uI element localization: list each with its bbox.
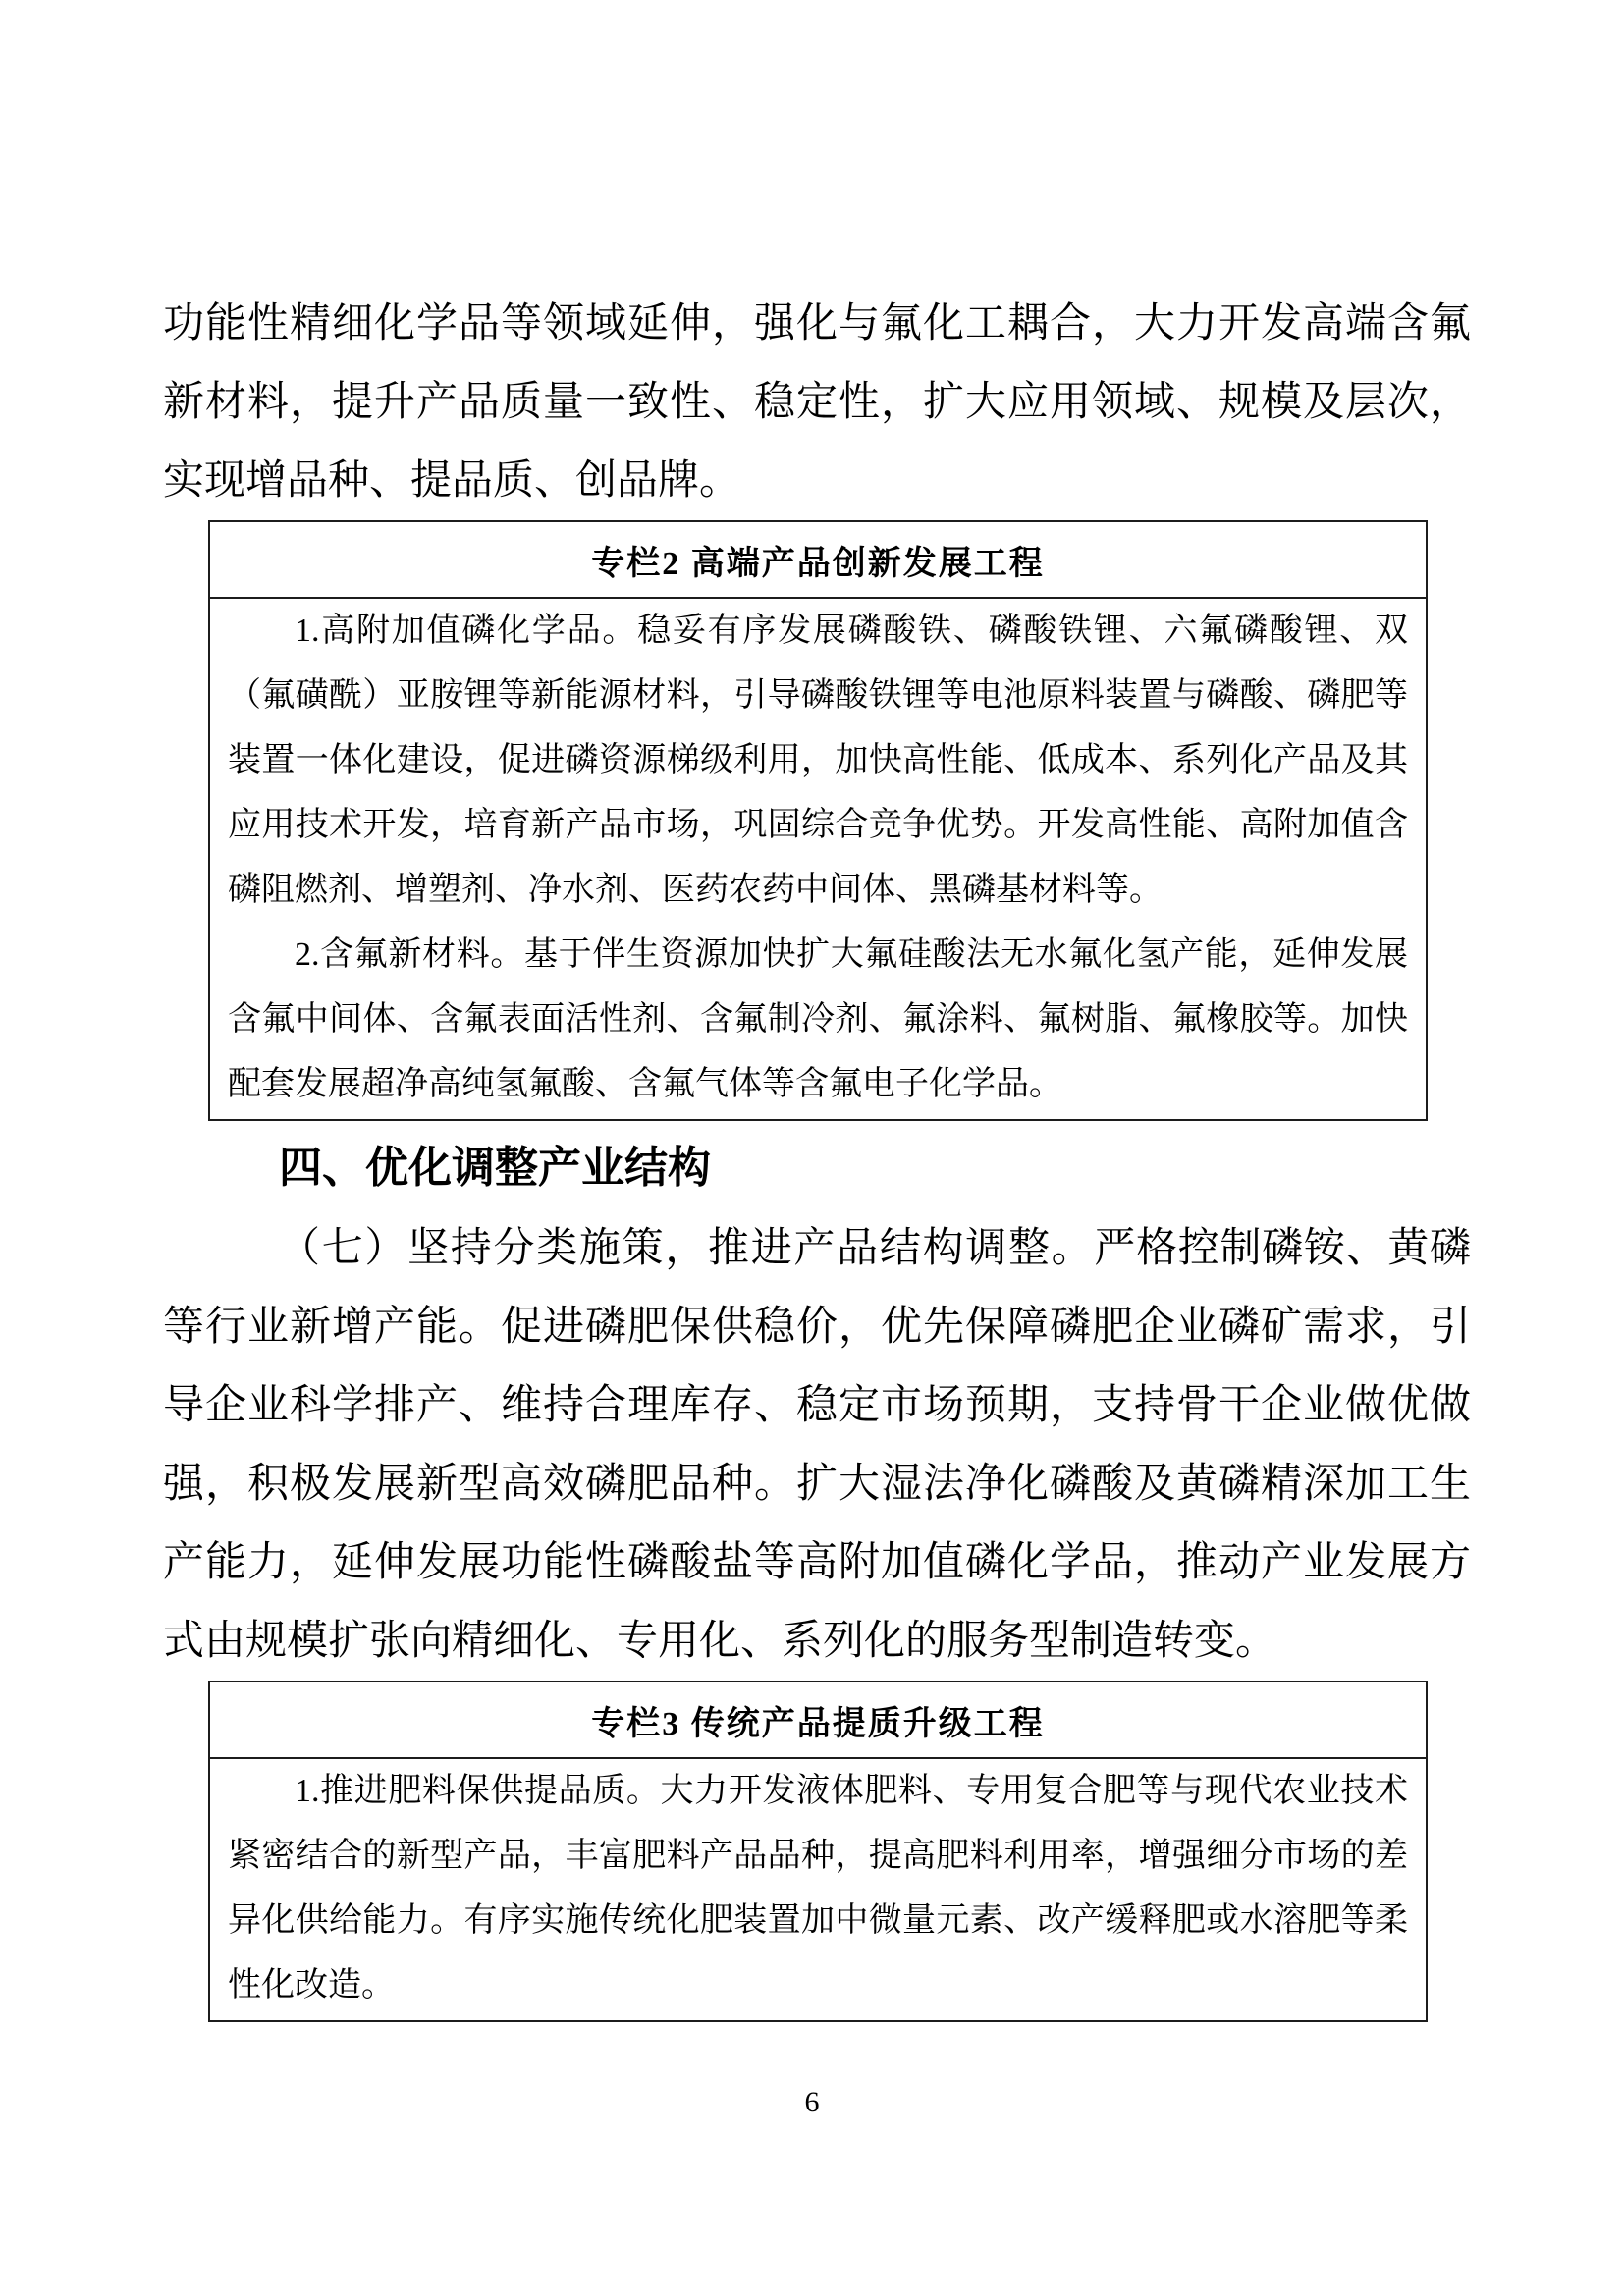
callout-box-column-3-title: 专栏3 传统产品提质升级工程 [591,1705,1045,1742]
callout-box-column-3 [208,1681,1428,2022]
callout-box-column-3-title-row [210,1682,1426,1759]
section-heading-four: 四、优化调整产业结构 [279,1144,711,1192]
paragraph-seven-body: 严格控制磷铵、黄磷等行业新增产能。促进磷肥保供稳价，优先保障磷肥企业磷矿需求，引导企业科学排产、维持合理库存、稳定市场预期，支持骨干企业做优做强，积极发展新型高效磷肥品种。扩大湿法净化磷酸及黄磷精深加工生产能力，延伸发展功能性磷酸盐等高附加值磷化学品，推动产业发展方式由规模扩张向精细化、专用化、系列化的服务型制造转变。 [163,1226,1471,1664]
paragraph-seven [163,1209,1471,1681]
callout-box-column-3-paragraph-1: 1.推进肥料保供提品质。大力开发液体肥料、专用复合肥等与现代农业技术紧密结合的新型产品，丰富肥料产品品种，提高肥料利用率，增强细分市场的差异化供给能力。有序实施传统化肥装置加中微量元素、改产缓释肥或水溶肥等柔性化改造。 [228,1773,1408,2003]
paragraph-seven-lead: （七）坚持分类施策，推进产品结构调整。 [279,1226,1095,1271]
page-content [163,285,1471,2022]
intro-paragraph: 功能性精细化学品等领域延伸，强化与氟化工耦合，大力开发高端含氟新材料，提升产品质量一致性、稳定性，扩大应用领域、规模及层次，实现增品种、提品质、创品牌。 [163,301,1471,504]
callout-box-column-2 [208,520,1428,1121]
callout-box-column-2-paragraph-2: 2.含氟新材料。基于伴生资源加快扩大氟硅酸法无水氟化氢产能，延伸发展含氟中间体、含氟表面活性剂、含氟制冷剂、氟涂料、氟树脂、氟橡胶等。加快配套发展超净高纯氢氟酸、含氟气体等含氟电子化学品。 [228,936,1408,1102]
callout-box-column-2-body [210,599,1426,1119]
callout-box-column-2-paragraph-1: 1.高附加值磷化学品。稳妥有序发展磷酸铁、磷酸铁锂、六氟磷酸锂、双（氟磺酰）亚胺锂等新能源材料，引导磷酸铁锂等电池原料装置与磷酸、磷肥等装置一体化建设，促进磷资源梯级利用，加快高性能、低成本、系列化产品及其应用技术开发，培育新产品市场，巩固综合竞争优势。开发高性能、高附加值含磷阻燃剂、增塑剂、净水剂、医药农药中间体、黑磷基材料等。 [228,613,1408,908]
page-number: 6 [804,2086,820,2118]
callout-box-column-2-title: 专栏2 高端产品创新发展工程 [591,545,1045,582]
callout-box-column-3-body [210,1759,1426,2020]
callout-box-column-2-title-row [210,522,1426,599]
